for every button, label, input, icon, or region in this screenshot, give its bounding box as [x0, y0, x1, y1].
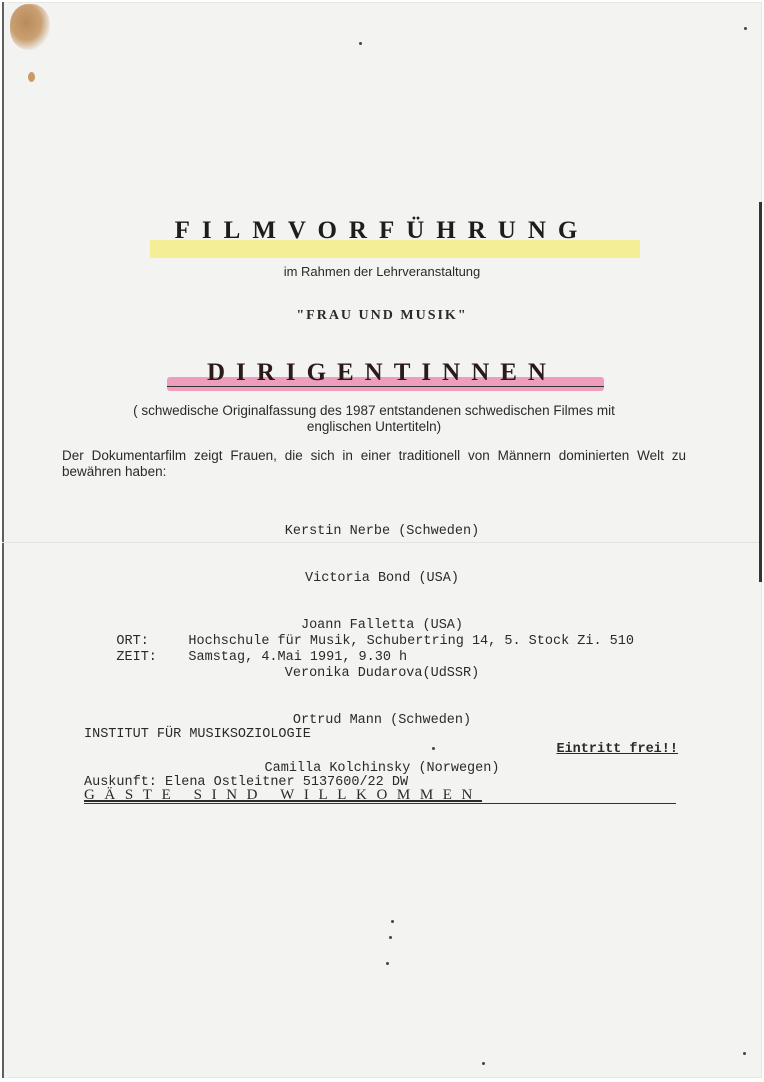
- conductor-item: Joann Falletta (USA): [300, 618, 464, 634]
- contact-info: Auskunft: Elena Ostleitner 5137600/22 DW: [84, 775, 409, 790]
- speck: [744, 27, 747, 30]
- speck: [432, 747, 435, 750]
- version-note: [62, 403, 686, 435]
- version-note-line1: ( schwedische Originalfassung des 1987 entstandenen schwedischen Filmes mit: [133, 403, 615, 418]
- subtitle: im Rahmen der Lehrveranstaltung: [283, 264, 481, 279]
- course-title: "FRAU UND MUSIK": [296, 308, 468, 323]
- welcome-underline: [84, 803, 676, 804]
- flyer-page: [2, 2, 762, 1078]
- speck: [386, 962, 389, 965]
- place-value: Hochschule für Musik, Schubertring 14, 5. Stock Zi. 510: [188, 634, 634, 649]
- speck: [391, 920, 394, 923]
- free-entry-note: Eintritt frei!!: [556, 742, 678, 757]
- time-row: [84, 634, 407, 682]
- page-title: FILMVORFÜHRUNG: [174, 217, 590, 244]
- description: Der Dokumentarfilm zeigt Frauen, die sich in einer traditionell von Männern dominierten Welt zu bewähren haben:: [62, 448, 686, 479]
- stain-spot: [28, 72, 35, 82]
- tape-stain: [10, 4, 50, 50]
- speck: [743, 1052, 746, 1055]
- speck: [359, 42, 362, 45]
- time-value: Samstag, 4.Mai 1991, 9.30 h: [188, 650, 408, 665]
- conductor-item: Victoria Bond (USA): [305, 570, 459, 586]
- film-title: DIRIGENTINNEN: [207, 359, 557, 386]
- conductor-item: Veronika Dudarova(UdSSR): [284, 665, 480, 681]
- time-label: ZEIT:: [116, 650, 157, 665]
- speck: [389, 936, 392, 939]
- version-note-line2: englischen Untertiteln): [306, 419, 442, 434]
- welcome-line: GÄSTE SIND WILLKOMMEN: [84, 787, 482, 803]
- conductor-item: Kerstin Nerbe (Schweden): [284, 523, 480, 539]
- conductor-item: Camilla Kolchinsky (Norwegen): [264, 760, 500, 776]
- speck: [482, 1062, 485, 1065]
- institute-name: INSTITUT FÜR MUSIKSOZIOLOGIE: [84, 727, 311, 742]
- place-label: ORT:: [116, 634, 149, 649]
- film-title-underline: [167, 386, 604, 387]
- conductor-item: Ortrud Mann (Schweden): [292, 713, 472, 729]
